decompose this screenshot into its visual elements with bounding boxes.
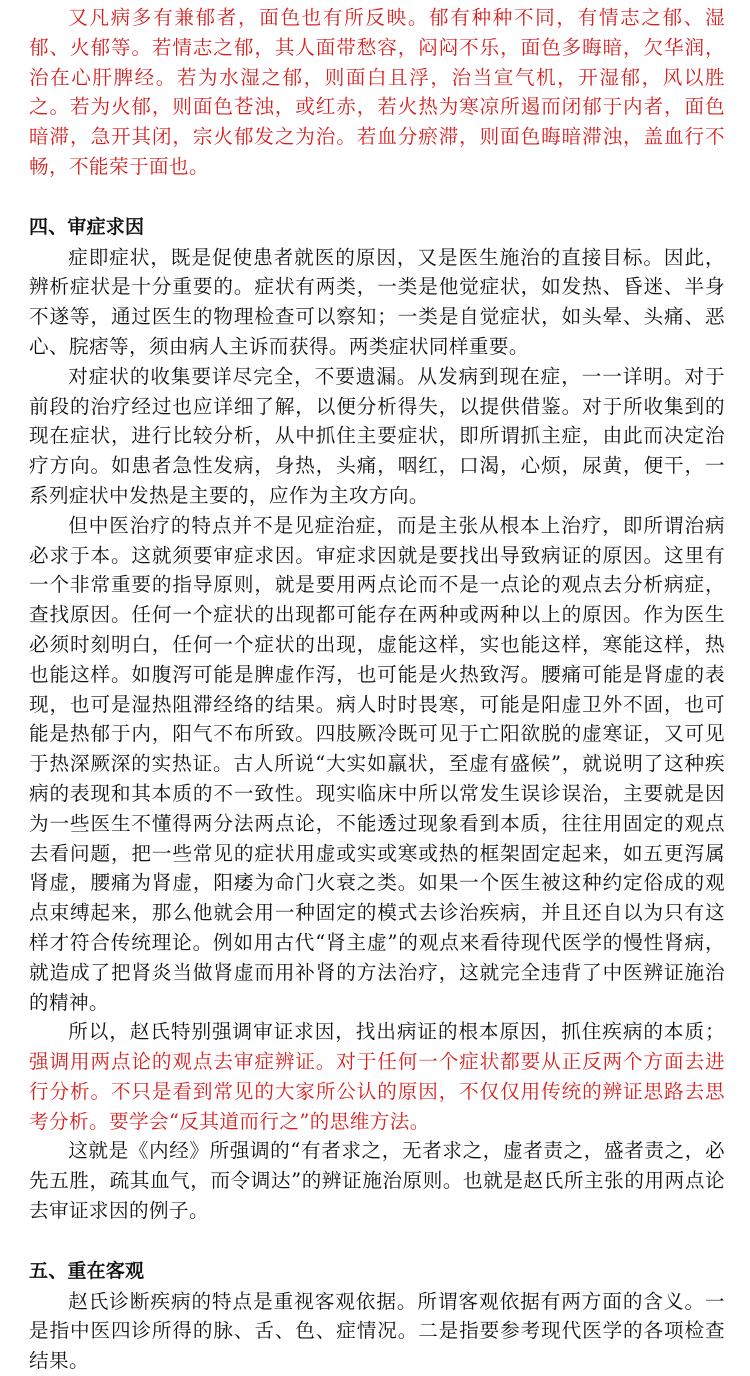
section-4-paragraph-4-emphasis: 强调用两点论的观点去审症辨证。对于任何一个症状都要从正反两个方面去进行分析。不只是看到常见的大家所公认的原因，不仅仅用传统的辨证思路去思考分析。要学会“反其道而行之”的思维方法。 — [29, 1050, 725, 1133]
intro-paragraph: 又凡病多有兼郁者，面色也有所反映。郁有种种不同，有情志之郁、湿郁、火郁等。若情志之郁，其人面带愁容，闷闷不乐，面色多晦暗，欠华润，治在心肝脾经。若为水湿之郁，则面白且浮，治当宣气机，开湿郁，风以胜之。若为火郁，则面色苍浊，或红赤，若火热为寒凉所遏而闭郁于内者，面色暗滞，急开其闭，宗火郁发之为治。若血分瘀滞，则面色晦暗滞浊，盖血行不畅，不能荣于面也。 — [29, 6, 725, 178]
section-4-heading: 四、审症求因 — [29, 215, 145, 238]
spacer — [29, 182, 725, 213]
section-4-paragraph-2: 对症状的收集要详尽完全，不要遗漏。从发病到现在症，一一详明。对于前段的治疗经过也应详细了解，以便分析得失，以提供借鉴。对于所收集到的现在症状，进行比较分析，从中抓住主要症状，即所谓抓主症，由此而决定治疗方向。如患者急性发病，身热，头痛，咽红，口渴，心烦，尿黄，便干，一系列症状中发热是主要的，应作为主攻方向。 — [29, 364, 725, 507]
document-page — [29, 0, 725, 1373]
section-4-paragraph-4 — [29, 1017, 725, 1136]
section-5-paragraph-1: 赵氏诊断疾病的特点是重视客观依据。所谓客观依据有两方面的含义。一是指中医四诊所得的脉、舌、色、症情况。二是指要参考现代医学的各项检查结果。 — [29, 1289, 725, 1373]
section-4-paragraph-3: 但中医治疗的特点并不是见症治症，而是主张从根本上治疗，即所谓治病必求于本。这就须要审症求因。审症求因就是要找出导致病证的原因。这里有一个非常重要的指导原则，就是要用两点论而不是一点论的观点去分析病症，查找原因。任何一个症状的出现都可能存在两种或两种以上的原因。作为医生必须时刻明白，任何一个症状的出现，虚能这样，实也能这样，寒能这样，热也能这样。如腹泻可能是脾虚作泻，也可能是火热致泻。腰痛可能是肾虚的表现，也可是湿热阻滞经络的结果。病人时时畏寒，可能是阳虚卫外不固，也可能是热郁于内，阳气不布所致。四肢厥冷既可见于亡阳欲脱的虚寒证，又可见于热深厥深的实热证。古人所说“大实如羸状，至虚有盛候”，就说明了这种疾病的表现和其本质的不一致性。现实临床中所以常发生误诊误治，主要就是因为一些医生不懂得两分法两点论，不能透过现象看到本质，往往用固定的观点去看问题，把一些常见的症状用虚或实或寒或热的框架固定起来，如五更泻属肾虚，腰痛为肾虚，阳痿为命门火衰之类。如果一个医生被这种约定俗成的观点束缚起来，那么他就会用一种固定的模式去诊治疾病，并且还自以为只有这样才符合传统理论。例如用古代“肾主虚”的观点来看待现代医学的慢性肾病，就造成了把肾炎当做肾虚而用补肾的方法治疗，这就完全违背了中医辨证施治的精神。 — [29, 513, 725, 1014]
section-5-heading: 五、重在客观 — [29, 1259, 145, 1282]
section-4-paragraph-5: 这就是《内经》所强调的“有者求之，无者求之，虚者责之，盛者责之，必先五胜，疏其血气，而令调达”的辨证施治原则。也就是赵氏所主张的用两点论去审证求因的例子。 — [29, 1139, 725, 1223]
section-4-paragraph-4-lead: 所以，赵氏特别强调审证求因，找出病证的根本原因，抓住疾病的本质； — [68, 1020, 725, 1044]
section-4-paragraph-1: 症即症状，既是促使患者就医的原因，又是医生施治的直接目标。因此，辨析症状是十分重要的。症状有两类，一类是他觉症状，如发热、昏迷、半身不遂等，通过医生的物理检查可以察知；一类是自觉症状，如头晕、头痛、恶心、脘痞等，须由病人主诉而获得。两类症状同样重要。 — [29, 245, 725, 358]
spacer — [29, 1226, 725, 1257]
